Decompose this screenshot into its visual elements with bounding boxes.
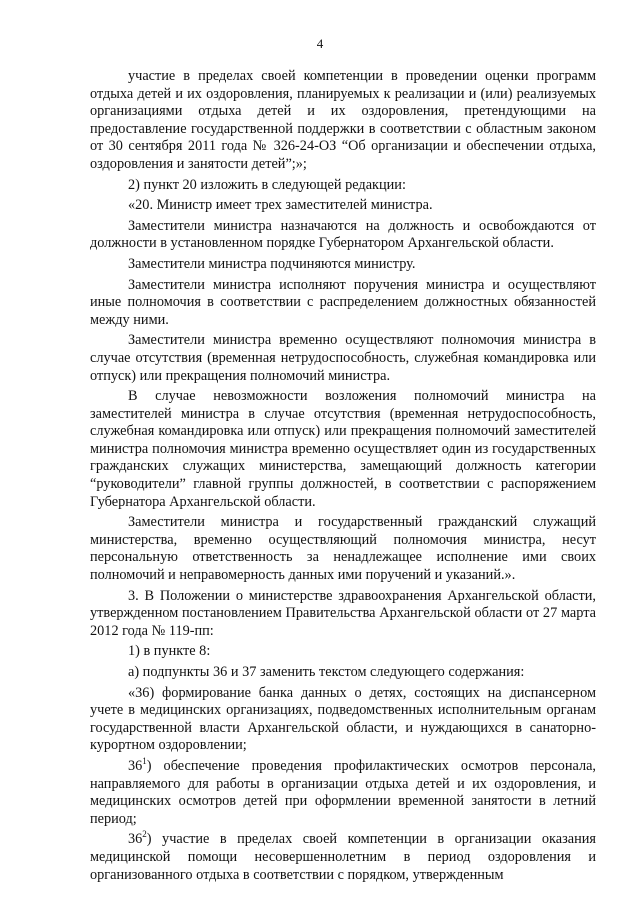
paragraph — [90, 277, 596, 330]
subpoint-number: 36 — [128, 757, 143, 774]
paragraph — [90, 588, 596, 641]
paragraph — [90, 514, 596, 584]
paragraph — [90, 197, 596, 215]
paragraph — [90, 388, 596, 511]
paragraph-text: Заместители министра назначаются на должность и освобождаются от должности в установленном порядке Губернатором Архангельской области. — [90, 217, 596, 252]
paragraph-text: Заместители министра подчиняются министру. — [128, 255, 416, 272]
paragraph-text: 3. В Положении о министерстве здравоохранения Архангельской области, утвержденном постановлением Правительства Архангельской области от 27 марта 2012 года № 119-пп: — [90, 587, 596, 639]
paragraph — [90, 256, 596, 274]
paragraph-text: В случае невозможности возложения полномочий министра на заместителей министра в случае отсутствия (временная нетрудоспособность, служебная командировка или отпуск) или прекращения полномочий заместителей министра полномочия министра временно осуществляет один из государственных гражданских служащих министерства, замещающий должность категории “руководители” главной группы должностей, в соответствии с распоряжением Губернатора Архангельской области. — [90, 388, 596, 510]
paragraph-text: «36) формирование банка данных о детях, состоящих на диспансерном учете в медицинских организациях, подведомственных исполнительным органам государственной власти Архангельской области, и нуждающихся в санаторно-курортном оздоровлении; — [90, 684, 596, 754]
paragraph — [90, 664, 596, 682]
paragraph-text: «20. Министр имеет трех заместителей министра. — [128, 197, 433, 214]
paragraph — [90, 685, 596, 755]
paragraph — [90, 831, 596, 884]
paragraph — [90, 755, 596, 828]
paragraph — [90, 643, 596, 661]
paragraph-text: ) участие в пределах своей компетенции в организации оказания медицинской помощи несовершеннолетним в период оздоровления и организованного отдыха в соответствии с порядком, утвержденным — [90, 831, 596, 883]
subpoint-superscript: 2 — [142, 829, 147, 840]
paragraph-text: 2) пункт 20 изложить в следующей редакции: — [128, 176, 406, 193]
paragraph-text: 1) в пункте 8: — [128, 643, 211, 660]
paragraph — [90, 218, 596, 253]
paragraph-text: Заместители министра временно осуществляют полномочия министра в случае отсутствия (временная нетрудоспособность, служебная командировка или отпуск) или прекращения полномочий министра. — [90, 332, 596, 384]
paragraph — [90, 177, 596, 195]
paragraph-text: ) обеспечение проведения профилактических осмотров персонала, направляемого для работы в организации отдыха детей и их оздоровления, и медицинских осмотров детей при оформлении временной занятости в летний период; — [90, 757, 596, 827]
subpoint-superscript: 1 — [142, 755, 147, 766]
document-body — [90, 68, 596, 887]
page-number: 4 — [316, 36, 324, 51]
paragraph-text: Заместители министра исполняют поручения министра и осуществляют иные полномочия в соответствии с распределением должностных обязанностей между ними. — [90, 276, 596, 328]
paragraph-text: а) подпункты 36 и 37 заменить текстом следующего содержания: — [128, 664, 525, 680]
subpoint-number: 36 — [128, 831, 143, 848]
paragraph — [90, 68, 596, 174]
paragraph-text: участие в пределах своей компетенции в проведении оценки программ отдыха детей и их оздоровления, планируемых к реализации и (или) реализуемых организациями отдыха детей и их оздоровления, претендующими на предоставление государственной поддержки в соответствии с областным законом от 30 сентября 2011 года № 326-24-ОЗ “Об организации и обеспечении отдыха, оздоровления и занятости детей”;»; — [90, 68, 596, 172]
paragraph — [90, 332, 596, 385]
paragraph-text: Заместители министра и государственный гражданский служащий министерства, временно осуществляющий полномочия министра, несут персональную ответственность за ненадлежащее исполнение ими своих полномочий и неправомерность данных ими поручений и указаний.». — [90, 514, 596, 584]
